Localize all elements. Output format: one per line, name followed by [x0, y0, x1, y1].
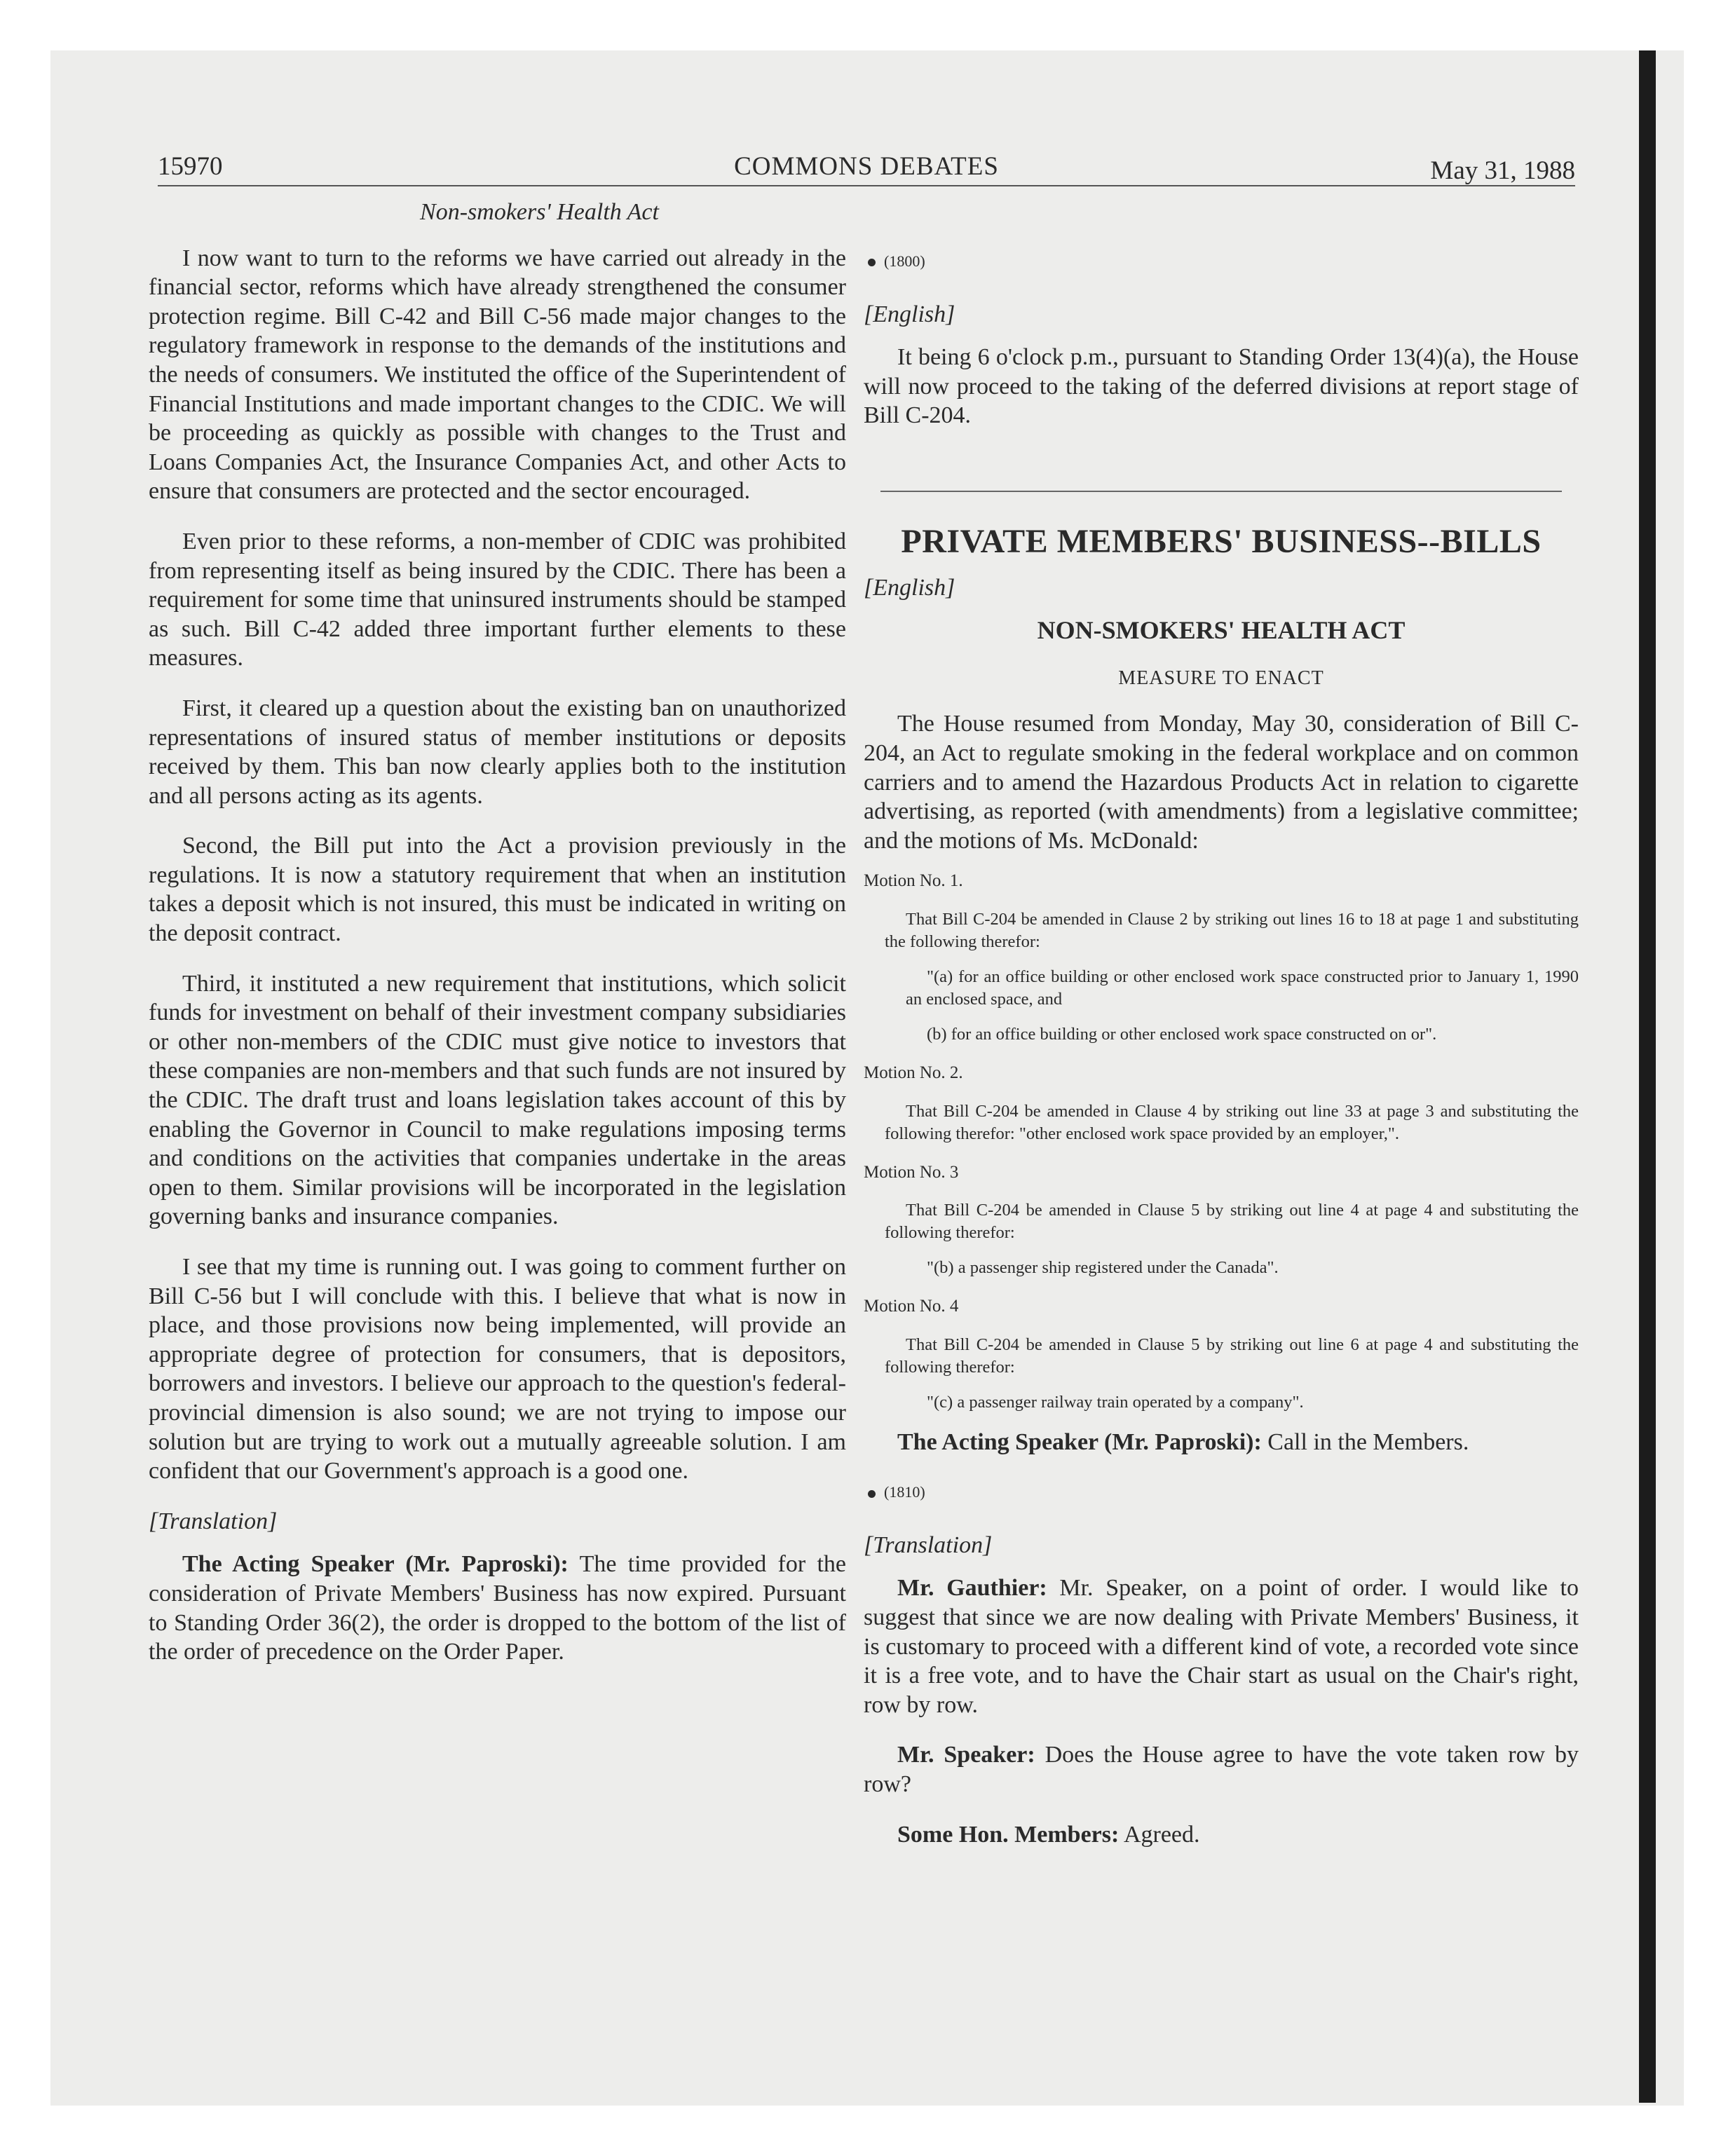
motion-text: That Bill C-204 be amended in Clause 2 by striking out lines 16 to 18 at page 1 and substituting the following therefor:: [885, 909, 1579, 951]
language-tag: [English]: [864, 301, 955, 327]
speaker-name: The Acting Speaker (Mr. Paproski):: [182, 1551, 569, 1578]
motion-label: Motion No. 4: [864, 1297, 959, 1316]
speaker-paragraph: [864, 1740, 1579, 1799]
section-heading: PRIVATE MEMBERS' BUSINESS--BILLS: [901, 522, 1542, 560]
right-column: [864, 198, 1579, 1870]
motion-quote: "(a) for an office building or other enclosed work space constructed prior to January 1, 1990 an enclosed space, and: [906, 967, 1579, 1009]
motion-label: Motion No. 3: [864, 1162, 959, 1182]
page-date: May 31, 1988: [1430, 156, 1575, 185]
motion-label: Motion No. 1.: [864, 871, 963, 891]
timestamp: (1810): [868, 1478, 1579, 1507]
paragraph: First, it cleared up a question about the existing ban on unauthorized representations of insured status of member institutions or deposits received by them. This ban now clearly applies both to the institution and all persons acting as its agents.: [149, 695, 846, 809]
motion-label: Motion No. 2.: [864, 1063, 963, 1082]
paragraph: Even prior to these reforms, a non-member of CDIC was prohibited from representing itself as being insured by the CDIC. There has been a requirement for some time that uninsured instruments should be stamped as such. Bill C-42 added three important further elements to these measures.: [149, 528, 846, 671]
speaker-text: Does the House agree to have the vote taken row by row?: [864, 1742, 1579, 1798]
speaker-text: Agreed.: [1123, 1821, 1200, 1848]
motion-quote: "(b) a passenger ship registered under the Canada".: [927, 1258, 1279, 1278]
paragraph: I see that my time is running out. I was going to comment further on Bill C-56 but I will conclude with this. I believe that what is now in place, and those provisions now being implemented, will provide an appropriate degree of protection for consumers, that is depositors, borrowers and investors. I believe our approach to the question's federal-provincial dimension is also sound; we are not trying to impose our solution but are trying to work out a mutually agreeable solution. I am confident that our Government's approach is a good one.: [149, 1254, 846, 1485]
paragraph: The House resumed from Monday, May 30, consideration of Bill C-204, an Act to regulate smoking in the federal workplace and on common carriers and to amend the Hazardous Products Act in relation to cigarette advertising, as reported (with amendments) from a legislative committee; and the motions of Ms. McDonald:: [864, 711, 1579, 854]
speaker-name: Some Hon. Members:: [897, 1821, 1120, 1848]
speaker-paragraph: [864, 1428, 1579, 1457]
sub-heading: NON-SMOKERS' HEALTH ACT: [1037, 616, 1406, 645]
running-head: Non-smokers' Health Act: [420, 199, 659, 225]
paragraph: Second, the Bill put into the Act a provision previously in the regulations. It is now a statutory requirement that when an institution takes a deposit which is not insured, this must be indicated in writing on the deposit contract.: [149, 833, 846, 947]
speaker-name: The Acting Speaker (Mr. Paproski):: [897, 1428, 1262, 1455]
timestamp: (1800): [868, 247, 1579, 276]
language-tag: [Translation]: [864, 1531, 993, 1558]
scan-edge-shadow: [1639, 50, 1656, 2103]
speaker-text: The time provided for the consideration of Private Members' Business has now expired. Pursuant to Standing Order 36(2), the order is dropped to the bottom of the list of the order of precedence on the Order Paper.: [149, 1551, 846, 1665]
paragraph: I now want to turn to the reforms we have carried out already in the financial sector, reforms which have already strengthened the consumer protection regime. Bill C-42 and Bill C-56 made major changes to the regulatory framework in response to the demands of the institutions and the needs of consumers. We instituted the office of the Superintendent of Financial Institutions and made important changes to the CDIC. We will be proceeding as quickly as possible with changes to the Trust and Loans Companies Act, the Insurance Companies Act, and other Acts to ensure that consumers are protected and the sector encouraged.: [149, 245, 846, 505]
motion-text: That Bill C-204 be amended in Clause 4 by striking out line 33 at page 3 and substituting the following therefor: "other enclosed work space provided by an employer,".: [885, 1101, 1579, 1143]
speaker-paragraph: [149, 1550, 846, 1666]
measure-label: MEASURE TO ENACT: [1118, 667, 1324, 689]
motion-text: That Bill C-204 be amended in Clause 5 by striking out line 6 at page 4 and substituting the following therefor:: [885, 1335, 1579, 1377]
language-tag: [English]: [864, 574, 955, 601]
page-number: 15970: [158, 152, 223, 181]
speaker-paragraph: [864, 1574, 1579, 1719]
page-header: [158, 149, 1575, 186]
bullet-icon: [868, 259, 876, 266]
paragraph: It being 6 o'clock p.m., pursuant to Standing Order 13(4)(a), the House will now proceed to the taking of the deferred divisions at report stage of Bill C-204.: [864, 344, 1579, 429]
speaker-paragraph: [864, 1820, 1579, 1850]
speaker-name: Mr. Gauthier:: [897, 1575, 1047, 1602]
motion-text: That Bill C-204 be amended in Clause 5 by striking out line 4 at page 4 and substituting the following therefor:: [885, 1201, 1579, 1243]
speaker-text: Mr. Speaker, on a point of order. I would like to suggest that since we are now dealing with Private Members' Business, it is customary to proceed with a different kind of vote, a recorded vote since it is a free vote, and to have the Chair start as usual on the Chair's right, row by row.: [864, 1575, 1579, 1718]
speaker-name: Mr. Speaker:: [897, 1742, 1035, 1768]
section-divider: [880, 491, 1562, 492]
motion-quote: (b) for an office building or other enclosed work space constructed on or".: [927, 1024, 1437, 1044]
publication-title: COMMONS DEBATES: [734, 152, 999, 181]
speaker-text: Call in the Members.: [1267, 1428, 1469, 1455]
language-tag: [Translation]: [149, 1508, 278, 1534]
motion-quote: "(c) a passenger railway train operated by a company".: [927, 1392, 1304, 1412]
left-column: [149, 198, 846, 1688]
paragraph: Third, it instituted a new requirement that institutions, which solicit funds for investment on behalf of their investment company subsidiaries or other non-members of the CDIC must give notice to investors that these companies are non-members and that such funds are not insured by the CDIC. The draft trust and loans legislation takes account of this by enabling the Governor in Council to make regulations imposing terms and conditions on the activities that companies undertake in the areas open to them. Similar provisions will be incorporated in the legislation governing banks and insurance companies.: [149, 970, 846, 1230]
bullet-icon: [868, 1490, 876, 1498]
